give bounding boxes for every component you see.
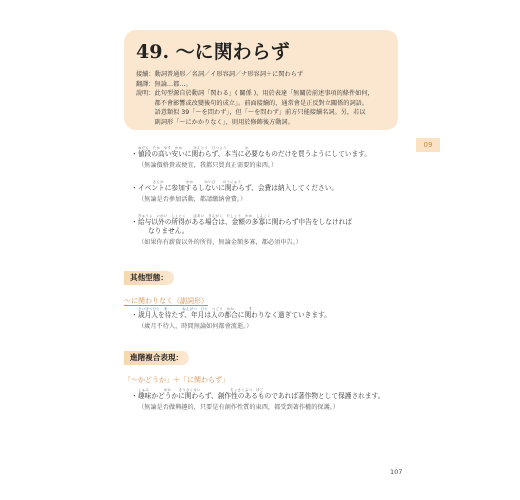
example-other-japanese: [131, 311, 418, 320]
section-other-pattern: [124, 296, 208, 306]
section-other-label: 其他型態：: [124, 271, 174, 285]
example-3: [131, 214, 418, 247]
example-other-translation: （歲月不待人，時間無論如何都會流逝。）: [138, 323, 253, 330]
example-3-translation: （如果你有薪資以外的所得，無論金額多寡，都必須申告。）: [138, 239, 302, 246]
bullet-icon: ・: [131, 184, 138, 192]
example-advanced-japanese: [131, 392, 418, 401]
example-3-japanese: [131, 218, 418, 227]
example-1: [131, 146, 418, 170]
example-1-furigana: ねだん たか やす かか ほんとう ひつよう か: [138, 146, 249, 150]
example-advanced: [131, 388, 418, 412]
example-2-translation: （無論是否參加活動，都請繳納會費。）: [138, 196, 247, 203]
bullet-icon: ・: [131, 392, 138, 400]
example-2: [131, 180, 418, 204]
example-advanced-translation: （無論是否做興趣的，只要是有創作性質的東西，都受到著作權的保護。）: [138, 404, 340, 411]
grammar-header-card: [124, 30, 398, 130]
example-other: [131, 307, 418, 331]
explanation-line-4: 副詞形「～にかかりなく」，則用於修飾後方動詞。: [136, 118, 294, 126]
example-3-text: 給与以外の所得がある場合は、金額の多寡に関わらず申告をしなければ: [138, 218, 352, 226]
section-advanced-label: 進階複合表現：: [124, 351, 189, 365]
chapter-tab: 09: [416, 138, 440, 152]
explanation-line-2: 都不會影響或改變後句的成立」。前面接續的，通常會是正反對立關係的詞語。: [136, 99, 369, 107]
explanation-line-1: 說明：此句型源自於動詞「関わる」( 關係 )，用於表達「無關於前述事項的條件如何，: [136, 90, 374, 97]
example-2-japanese: [131, 184, 418, 193]
example-advanced-text: 趣味かどうかに関わらず、創作性のあるものであれば著作物として保護されます。: [138, 392, 385, 400]
example-1-japanese: [131, 150, 418, 159]
example-2-furigana: さんか かか かいひ のうにゅう: [138, 180, 242, 184]
section-advanced-pattern: 「～かどうか」＋「に関わらず」: [124, 376, 229, 384]
translation-line: 翻譯：無論…都…。: [136, 80, 192, 88]
bullet-icon: ・: [131, 311, 138, 319]
explanation-line-3: 語意類似 39「～を問わず」，但「～を問わず」前方只能接續名詞。另，若以: [136, 109, 366, 116]
bullet-icon: ・: [131, 150, 138, 158]
example-advanced-furigana: しゅみ かか そうさくせい ちょさくぶつ ほご: [138, 388, 264, 392]
section-other-pattern-text: ～に関わりなく（副詞形）: [124, 297, 208, 305]
bullet-icon: ・: [131, 218, 138, 226]
example-1-translation: （無論價格貴或便宜，我都只買真正需要的東西。）: [138, 162, 278, 169]
example-other-furigana: さいげつひと ま ねんげつ ひと つごう かか す: [138, 307, 253, 311]
example-2-text: イベントに参加するしないに関わらず、会費は納入してください。: [138, 184, 339, 192]
example-1-text: 値段の高い安いに関わらず、本当に必要なものだけを買うようにしています。: [138, 150, 371, 158]
grammar-title: 49. ～に関わらず: [136, 41, 290, 63]
example-3-japanese-cont: なりません。: [148, 227, 189, 235]
connection-line: 接續：動詞普通形／名詞／イ形容詞／ナ形容詞＋に関わらず: [136, 71, 304, 78]
page-number: 107: [390, 468, 403, 476]
example-3-furigana: きゅうよ いがい しょとく ばあい きんがく たしょう かか しんこく: [138, 214, 271, 218]
example-other-text: 歳月人を待たず、年月は人の都合に関わりなく過ぎていきます。: [138, 311, 331, 319]
